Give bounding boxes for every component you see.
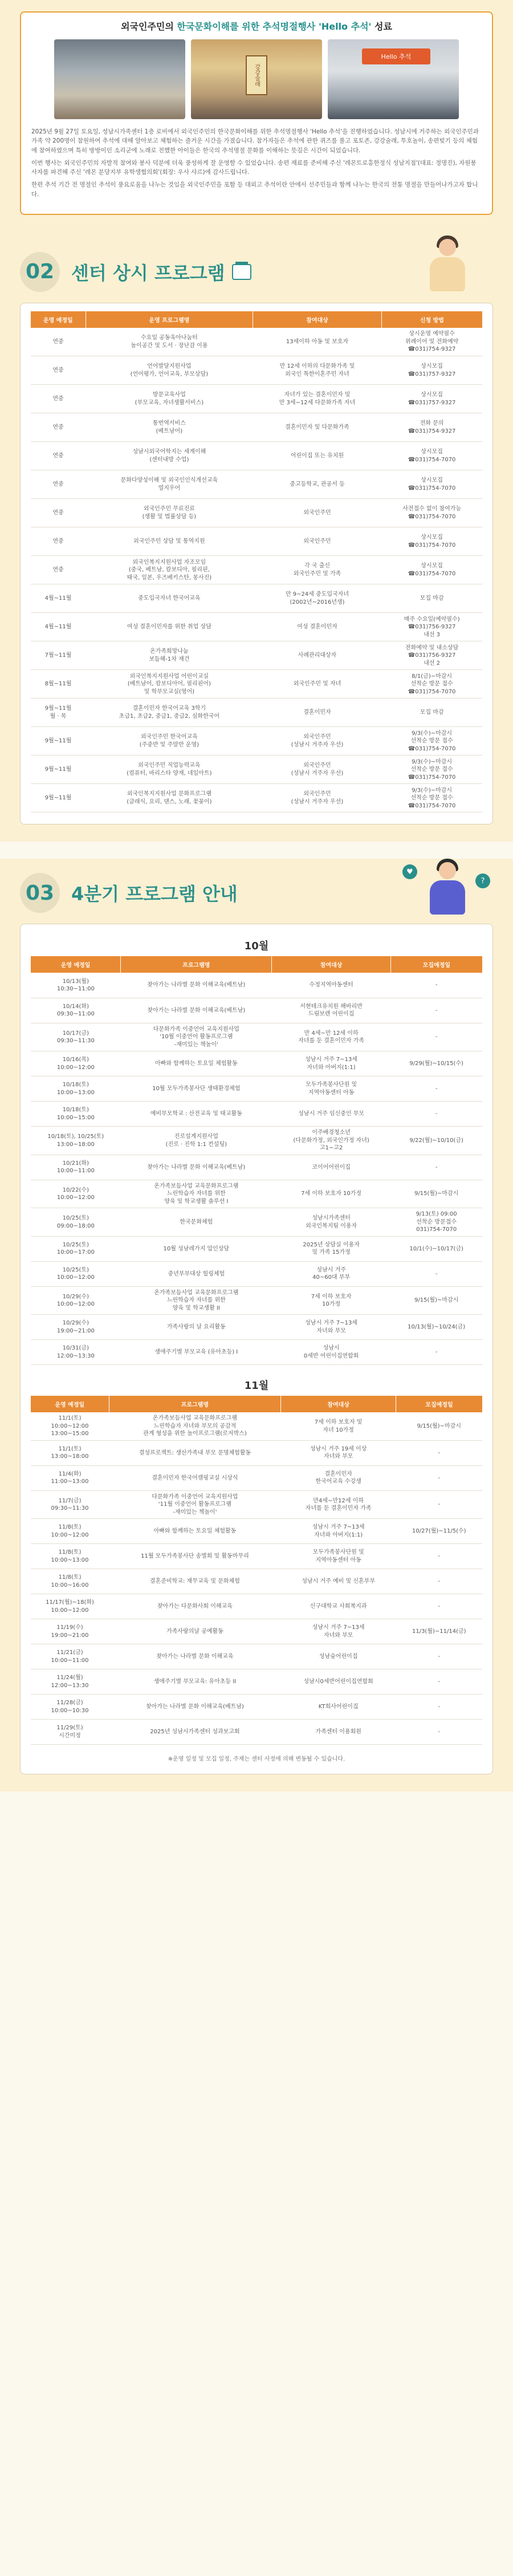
table-cell: 수요일 공동육아나눔터 놀이공간 및 도서 · 장난감 이용 [85, 328, 253, 356]
month-label-october: 10월 [244, 940, 269, 953]
table-cell: 찾아가는 다문화사회 이해교육 [109, 1594, 281, 1619]
table-row [31, 1208, 482, 1237]
table-cell: 서현테크유치원 해바리반 드림보렌 어린이집 [272, 998, 390, 1023]
table-row [31, 1127, 482, 1155]
photo-row [31, 39, 482, 119]
event-photo-3 [328, 39, 459, 119]
table-cell: 11월 모두가족봉사단 송별회 및 활동마무리 [109, 1544, 281, 1569]
table-cell: 중고등학교, 관공서 등 [253, 470, 382, 499]
table-cell: 아빠와 함께하는 토요일 체험활동 [121, 1051, 272, 1076]
table-cell: 외국인주민 [253, 527, 382, 556]
table-cell: 9/22(월)~10/10(금) [390, 1127, 482, 1155]
event-photo-2 [191, 39, 322, 119]
table-row [31, 641, 482, 670]
table-row [31, 413, 482, 442]
table-cell: - [396, 1465, 482, 1490]
column-header: 참여대상 [281, 1396, 396, 1412]
table-cell: 9/29(월)~10/15(수) [390, 1051, 482, 1076]
table-cell: 만 9~24세 중도입국자녀 (2002년~2016년생) [253, 584, 382, 613]
table-row [31, 755, 482, 784]
regular-program-panel [20, 303, 493, 825]
table-cell: 결혼이민자 한국어교육 수강생 [281, 1465, 396, 1490]
table-cell: 10/27(월)~11/5(수) [396, 1519, 482, 1544]
table-cell: 신구대학교 사회복지과 [281, 1594, 396, 1619]
table-cell: 성남시 거주 예비 및 신혼부부 [281, 1569, 396, 1594]
table-cell: 11/29(토) 시간미정 [31, 1720, 109, 1745]
section-title: 4분기 프로그램 안내 [71, 883, 238, 905]
table-cell: 온가족희망나눔 보듬해-1차 재건 [85, 641, 253, 670]
table-cell: 외국인주민 상담 및 통역지원 [85, 527, 253, 556]
table-cell: 7월~11월 [31, 641, 85, 670]
table-cell: 9월~11월 [31, 755, 85, 784]
table-cell: 4월~11월 [31, 584, 85, 613]
table-cell: 성남시 거주 임신중인 부모 [272, 1102, 390, 1127]
table-cell: 결혼이민자 한국어교육 3학기 초급1, 초급2, 중급1, 중급2, 심화한국어 [85, 698, 253, 727]
table-cell: - [396, 1695, 482, 1720]
table-cell: 상시모집 ☎031)754-7070 [381, 556, 482, 584]
section-number: 03 [20, 873, 60, 913]
table-cell: 만 4세~만 12세 이하 자녀를 둔 결혼이민자 가족 [272, 1023, 390, 1051]
column-header: 운영 예정일 [31, 956, 121, 973]
table-cell: 모두가족봉사단원 및 지역아동센터 아동 [281, 1544, 396, 1569]
table-row [31, 356, 482, 385]
table-cell: 코이어어린이집 [272, 1155, 390, 1180]
table-cell: 10/18(토) 10:00~13:00 [31, 1076, 121, 1102]
table-cell: 연중 [31, 527, 85, 556]
table-cell: 찾아가는 나라별 문화 이해교육(베트남) [121, 1155, 272, 1180]
table-cell: 생애주기별 부모교육: 유아초등 II [109, 1669, 281, 1695]
table-row [31, 499, 482, 527]
table-row [31, 584, 482, 613]
table-cell: 11/8(토) 10:00~13:00 [31, 1544, 109, 1569]
table-cell: 외국인주민 한국어교육 (주중반 및 주말반 운영) [85, 727, 253, 755]
quarter-program-section [0, 859, 513, 1791]
table-cell: 7세 이하 보호자 10가정 [272, 1180, 390, 1208]
table-cell: 10월 성남레가지 압인상담 [121, 1236, 272, 1261]
table-cell: - [390, 973, 482, 998]
table-cell: 9월~11월 월 · 목 [31, 698, 85, 727]
table-cell: 매주 수요일(예약필수) ☎031)756-9327 내선 3 [381, 613, 482, 641]
table-cell: 9/15(월)~마감시 [390, 1180, 482, 1208]
table-row [31, 698, 482, 727]
table-cell: 성남시 거주 7~13세 자녀와 부모 [272, 1315, 390, 1340]
table-cell: 문화다양성이해 및 외국인인식개선교육 열지우어 [85, 470, 253, 499]
table-cell: 13세이하 아동 및 보호자 [253, 328, 382, 356]
table-cell: 찾아가는 나라별 문화 이해교육(베트남) [109, 1695, 281, 1720]
table-row [31, 527, 482, 556]
table-cell: 가족센터 이용회원 [281, 1720, 396, 1745]
footnote: ※운영 일정 및 모집 일정, 주제는 센터 사정에 의해 변동될 수 있습니다. [168, 1756, 345, 1763]
table-row [31, 784, 482, 812]
column-header: 운영 예정일 [31, 1396, 109, 1412]
table-cell: 11/7(금) 09:30~11:30 [31, 1490, 109, 1519]
table-cell: 10/18(토), 10/25(토) 13:00~18:00 [31, 1127, 121, 1155]
table-cell: 10/16(목) 10:00~12:00 [31, 1051, 121, 1076]
table-cell: 연중 [31, 413, 85, 442]
table-cell: - [396, 1594, 482, 1619]
intro-paragraph-3: 한편 추석 기간 전 명절인 추석이 풍요로움을 나누는 것임을 외국인주민을 포함 등 대외고 추석이란 안에서 선주민들과 함께 나누는 한국의 전통 명절을 만들어나가고자 합니다. [31, 181, 478, 198]
table-cell: 11/8(토) 10:00~16:00 [31, 1569, 109, 1594]
table-cell: 성남시 거주 7~13세 자녀와 아버지(1:1) [281, 1519, 396, 1544]
photo-banner: Hello 추석 [362, 48, 430, 64]
table-cell: 여성 결혼이민자 [253, 613, 382, 641]
table-cell: 10/13(월) 10:30~11:00 [31, 973, 121, 998]
table-cell: 모집 마감 [381, 584, 482, 613]
table-cell: - [396, 1644, 482, 1669]
table-cell: 7세 이하 보호자 및 자녀 10가정 [281, 1412, 396, 1440]
table-cell: 9/13(토) 09:00 선착순 방문접수 031)754-7070 [390, 1208, 482, 1237]
table-row [31, 1261, 482, 1286]
table-cell: - [396, 1569, 482, 1594]
intro-card [20, 11, 493, 215]
column-header: 운영 예정일 [31, 311, 85, 328]
table-cell: 찾아가는 나라별 문화 이해교육(베트남) [121, 973, 272, 998]
table-cell: 11/4(화) 11:00~13:00 [31, 1465, 109, 1490]
table-cell: 외국인주민 (성남시 거주자 우선) [253, 755, 382, 784]
table-row [31, 442, 482, 470]
person-illustration [422, 235, 473, 298]
table-cell: 외국인주민 및 자녀 [253, 670, 382, 698]
table-row [31, 1544, 482, 1569]
intro-paragraph-2: 이번 행사는 외국인주민의 자발적 참여와 봉사 덕분에 더욱 풍성하게 잘 운영할 수 있었습니다. 송편 재료를 준비해 주신 '레몬트로흥한정식 성남지점'(대표: 정명진), 자원봉사자를 파견해 주신 '레몬 분당지부 유학생협의회'(회장: 우사 샤르)에 감사드립니다. [31, 159, 477, 176]
table-cell: 방문교육사업 (부모교육, 자녀생활서비스) [85, 385, 253, 413]
table-cell: 9/15(월)~마감시 [390, 1286, 482, 1315]
table-cell: 다문화가족 이중언어 교육지원사업 '11월 이중언어 활동프로그램 -재미있는 책놀이' [109, 1490, 281, 1519]
column-header: 모집예정일 [396, 1396, 482, 1412]
table-row [31, 1180, 482, 1208]
table-cell: 각 국 출신 외국인주민 및 가족 [253, 556, 382, 584]
table-row [31, 1440, 482, 1465]
table-row [31, 1155, 482, 1180]
table-cell: 11/1(토) 10:00~12:00 13:00~15:00 [31, 1412, 109, 1440]
table-cell: 만 12세 이하의 다문화가족 및 외국인 특한이혼주민 자녀 [253, 356, 382, 385]
table-row [31, 727, 482, 755]
intro-title: 외국인주민의 한국문화이해를 위한 추석명절행사 'Hello 추석' 성료 [121, 21, 392, 32]
table-cell: 진로설계지원사업 (진로 · 진학 1:1 컨설팅) [121, 1127, 272, 1155]
table-cell: - [390, 1023, 482, 1051]
table-cell: 온가족보듬사업 교육문화프로그램 느린학습자 자녀를 위한 양육 및 학교생활 II [121, 1286, 272, 1315]
question-icon: ? [475, 873, 490, 888]
person-illustration [422, 859, 473, 921]
table-cell: - [390, 1155, 482, 1180]
table-cell: 가족사랑의날 공예활동 [109, 1619, 281, 1644]
table-cell: 성남숲어린이집 [281, 1644, 396, 1669]
section-number: 02 [20, 252, 60, 292]
table-cell: 한국문화체험 [121, 1208, 272, 1237]
table-cell: 상시모집 ☎031)757-9327 [381, 385, 482, 413]
table-row [31, 613, 482, 641]
november-table [31, 1396, 482, 1745]
table-cell: 9월~11월 [31, 727, 85, 755]
table-cell: 10/29(수) 19:00~21:00 [31, 1315, 121, 1340]
table-cell: 9/15(월)~마감시 [396, 1412, 482, 1440]
table-cell: - [390, 1261, 482, 1286]
table-cell: 10월 모두가족봉사단 생태환경체험 [121, 1076, 272, 1102]
table-cell: 연중 [31, 556, 85, 584]
table-cell: 8월~11월 [31, 670, 85, 698]
table-cell: 11/8(토) 10:00~12:00 [31, 1519, 109, 1544]
table-row [31, 973, 482, 998]
table-row [31, 1720, 482, 1745]
table-row [31, 1315, 482, 1340]
table-row [31, 1102, 482, 1127]
table-cell: 10/25(토) 09:00~18:00 [31, 1208, 121, 1237]
table-cell: 다문화가족 이중언어 교육지원사업 '10월 이중언어 활동프로그램 -재미있는 책놀이' [121, 1023, 272, 1051]
table-cell: 성남시0세반어린이집연합회 [281, 1669, 396, 1695]
table-cell: 11/17(월)~18(화) 10:00~12:00 [31, 1594, 109, 1619]
table-cell: - [390, 1076, 482, 1102]
table-cell: 성남시외국어학지는 세계이해 (센터내방 수업) [85, 442, 253, 470]
quarter-program-panel [20, 924, 493, 1774]
table-cell: 온가족보듬사업 교육문화프로그램 느린학습자 자녀를 위한 양육 및 학교생활 솔루션 I [121, 1180, 272, 1208]
section-title: 센터 상시 프로그램 [71, 262, 225, 284]
calendar-icon [232, 264, 251, 280]
column-header: 프로그램명 [121, 956, 272, 973]
month-label-november: 11월 [244, 1380, 269, 1392]
table-cell: 연중 [31, 356, 85, 385]
table-cell: 중년부부대상 힐링체험 [121, 1261, 272, 1286]
table-cell: 10/18(토) 10:00~15:00 [31, 1102, 121, 1127]
table-cell: 가족사랑의 날 요리활동 [121, 1315, 272, 1340]
heart-icon: ♥ [402, 864, 417, 879]
table-cell: 2025년 상담실 이용자 및 가족 15가정 [272, 1236, 390, 1261]
table-row [31, 385, 482, 413]
table-cell: 연중 [31, 328, 85, 356]
table-row [31, 1286, 482, 1315]
table-cell: 8/1(금)~마감시 선착순 방문 접수 ☎031)754-7070 [381, 670, 482, 698]
table-cell: 상시운영 예약필수 위례이어 및 전화예약 ☎031)754-9327 [381, 328, 482, 356]
table-cell: 여성 결혼이민자를 위한 취업 상담 [85, 613, 253, 641]
table-cell: 10/29(수) 10:00~12:00 [31, 1286, 121, 1315]
table-cell: 10/14(화) 09:30~11:00 [31, 998, 121, 1023]
table-cell: 외국인주민 직업능력교육 (컴퓨터, 바리스타 양재, 네일아트) [85, 755, 253, 784]
table-cell: 성남시가족센터 외국인복지팀 이용자 [272, 1208, 390, 1237]
table-cell: 10/25(토) 10:00~12:00 [31, 1261, 121, 1286]
table-row [31, 998, 482, 1023]
table-cell: 연중 [31, 442, 85, 470]
table-row [31, 1490, 482, 1519]
table-cell: KT희사어린이집 [281, 1695, 396, 1720]
table-cell: - [396, 1440, 482, 1465]
table-cell: 결혼준비학교: 재무교육 및 문화체험 [109, 1569, 281, 1594]
table-row [31, 1669, 482, 1695]
column-header: 모집예정일 [390, 956, 482, 973]
table-cell: 언어발달지원사업 (언어평가, 언어교육, 부모상담) [85, 356, 253, 385]
table-cell: 외국인주민 (성남시 거주자 우선) [253, 727, 382, 755]
table-row [31, 1465, 482, 1490]
section-header [20, 249, 493, 295]
table-row [31, 1644, 482, 1669]
event-photo-1 [54, 39, 185, 119]
table-cell: 11/1(토) 13:00~18:00 [31, 1440, 109, 1465]
table-cell: 9/3(수)~마감시 선착순 방문 접수 ☎031)754-7070 [381, 784, 482, 812]
table-cell: 10/17(금) 09:30~11:30 [31, 1023, 121, 1051]
table-row [31, 1340, 482, 1365]
table-cell: 사례관리대상자 [253, 641, 382, 670]
table-cell: 생애주기별 부모교육 (유아초등) I [121, 1340, 272, 1365]
table-cell: 상시모집 ☎031)754-7070 [381, 527, 482, 556]
table-cell: 상시모집 ☎031)757-9327 [381, 356, 482, 385]
table-cell: - [390, 998, 482, 1023]
table-cell: 찾아가는 나라별 문화 이해교육(베트남) [121, 998, 272, 1023]
table-cell: 어린이집 또는 유치원 [253, 442, 382, 470]
table-cell: 외국인주민 [253, 499, 382, 527]
table-cell: 외국인복지지원사업 자조모임 (중국, 베트남, 캄보디아, 필리핀, 태국, 일본, 우즈베키스탄, 몽사진) [85, 556, 253, 584]
table-cell: 중도입국자녀 한국어교육 [85, 584, 253, 613]
table-cell: 외국인주민 (성남시 거주자 우선) [253, 784, 382, 812]
table-cell: - [396, 1544, 482, 1569]
intro-section [0, 0, 513, 238]
table-cell: 성남시 0세반 어린이집연합회 [272, 1340, 390, 1365]
table-cell: 결성프로젝트: 생산가족내 부모 문명체험활동 [109, 1440, 281, 1465]
table-cell: 10/31(금) 12:00~13:30 [31, 1340, 121, 1365]
table-cell: 결혼이민자 [253, 698, 382, 727]
table-cell: 상시모집 ☎031)754-7070 [381, 470, 482, 499]
regular-program-section [0, 238, 513, 842]
photo-sign: 강강술래 [246, 55, 267, 95]
table-cell: 11/21(금) 10:00~11:00 [31, 1644, 109, 1669]
table-row [31, 1695, 482, 1720]
intro-paragraph-1: 2025년 9월 27일 토요일, 성남시가족센터 1층 로비에서 외국인주민의 한국문화이해를 위한 추석명절행사 'Hello 추석'을 진행하였습니다. 성남시에 거주하는 외국인주민과 가족 약 200명이 참원하여 추석에 대해 알아보고 체험하는 즐거운 시간을 가졌습니다. 참가자들은 추석에 관한 퀴즈를 풀고 포토존, 강강술래, 투호놀이, 송편빚기 등의 체험에 참여하였으며 특히 방방이인 소리군에 노래로 전했한 아이들은 한국의 추석명절 문화를 이해하는 뜻깊은 시간이 되었습니다. [31, 128, 479, 154]
table-row [31, 1594, 482, 1619]
table-cell: 자녀가 있는 결혼이민자 및 만 3세~12세 다문화가족 자녀 [253, 385, 382, 413]
table-row [31, 1236, 482, 1261]
table-cell: 성남시 거주 40~60대 부부 [272, 1261, 390, 1286]
table-row [31, 1051, 482, 1076]
table-cell: 성남시 거주 7~13세 자녀와 부모 [281, 1619, 396, 1644]
column-header: 운영 프로그램명 [85, 311, 253, 328]
october-table [31, 956, 482, 1365]
column-header: 프로그램명 [109, 1396, 281, 1412]
table-cell: - [390, 1340, 482, 1365]
table-cell: 전화예약 및 내소상담 ☎031)756-9327 내선 2 [381, 641, 482, 670]
table-cell: 연중 [31, 385, 85, 413]
table-cell: 9월~11월 [31, 784, 85, 812]
table-cell: 수정지역아동센터 [272, 973, 390, 998]
table-cell: 11/19(수) 19:00~21:00 [31, 1619, 109, 1644]
table-cell: 상시모집 ☎031)754-7070 [381, 442, 482, 470]
table-cell: - [396, 1490, 482, 1519]
table-cell: 전화 문의 ☎031)754-9327 [381, 413, 482, 442]
table-cell: 사전접수 없이 참여가능 ☎031)754-7070 [381, 499, 482, 527]
table-row [31, 328, 482, 356]
table-row [31, 670, 482, 698]
table-row [31, 1619, 482, 1644]
table-cell: 10/1(수)~10/17(금) [390, 1236, 482, 1261]
table-cell: 9/3(수)~마감시 선착순 방문 접수 ☎031)754-7070 [381, 755, 482, 784]
table-cell: 9/3(수)~마감시 선착순 방문 접수 ☎031)754-7070 [381, 727, 482, 755]
table-cell: 아빠와 함께하는 토요일 체험활동 [109, 1519, 281, 1544]
table-cell: 2025년 성남시가족센터 성과보고회 [109, 1720, 281, 1745]
table-cell: 4월~11월 [31, 613, 85, 641]
table-cell: 11/24(월) 12:00~13:30 [31, 1669, 109, 1695]
table-cell: - [396, 1669, 482, 1695]
table-cell: 외국인복지지원사업 문화프로그램 (클래식, 요리, 댄스, 노래, 꽃꽂이) [85, 784, 253, 812]
table-cell: 10/25(토) 10:00~17:00 [31, 1236, 121, 1261]
regular-program-table [31, 311, 482, 813]
table-cell: 10/13(월)~10/24(금) [390, 1315, 482, 1340]
table-cell: 통번역서비스 (베트남어) [85, 413, 253, 442]
column-header: 참여대상 [272, 956, 390, 973]
table-cell: 11/3(월)~11/14(금) [396, 1619, 482, 1644]
table-cell: 11/28(금) 10:00~10:30 [31, 1695, 109, 1720]
table-cell: 이주배경청소년 (다문화가정, 외국인가정 자녀) 고1~고2 [272, 1127, 390, 1155]
table-cell: 온가족보듬사업 교육문화프로그램 느린학습자 자녀와 부모의 공감적 관계 형성을 위한 놀이프로그램(로저박스) [109, 1412, 281, 1440]
table-row [31, 470, 482, 499]
table-cell: 연중 [31, 470, 85, 499]
column-header: 참여대상 [253, 311, 382, 328]
table-cell: 모집 마감 [381, 698, 482, 727]
table-cell: 찾아가는 나라별 문화 이해교육 [109, 1644, 281, 1669]
table-cell: 예비부모학교 : 산전교육 및 태교활동 [121, 1102, 272, 1127]
table-cell: - [396, 1720, 482, 1745]
column-header: 신청 방법 [381, 311, 482, 328]
table-cell: 결혼이민자 및 다문화가족 [253, 413, 382, 442]
table-row [31, 1569, 482, 1594]
table-row [31, 1076, 482, 1102]
table-cell: 외국인주민 무료진료 (생활 및 법률상담 등) [85, 499, 253, 527]
table-cell: 모두가족봉사단원 및 지역아동센터 아동 [272, 1076, 390, 1102]
table-cell: 외국인복지지원사업 어린이교실 (베트남어, 캄보디아어, 필리핀어) 및 학부모교실(영어) [85, 670, 253, 698]
table-row [31, 1023, 482, 1051]
table-cell: 10/21(화) 10:00~11:00 [31, 1155, 121, 1180]
table-row [31, 556, 482, 584]
table-row [31, 1412, 482, 1440]
table-cell: 성남시 거주 19세 이상 자녀와 부모 [281, 1440, 396, 1465]
table-row [31, 1519, 482, 1544]
table-cell: 결혼이민자 한국어캠핑교실 시상식 [109, 1465, 281, 1490]
table-cell: 10/22(수) 10:00~12:00 [31, 1180, 121, 1208]
section-header [20, 867, 493, 916]
table-cell: 7세 이하 보호자 10가정 [272, 1286, 390, 1315]
table-cell: - [390, 1102, 482, 1127]
table-cell: 만4세~만12세 이하 자녀를 둔 결혼이민자 가족 [281, 1490, 396, 1519]
table-cell: 연중 [31, 499, 85, 527]
table-cell: 성남시 거주 7~13세 자녀와 아버지(1:1) [272, 1051, 390, 1076]
